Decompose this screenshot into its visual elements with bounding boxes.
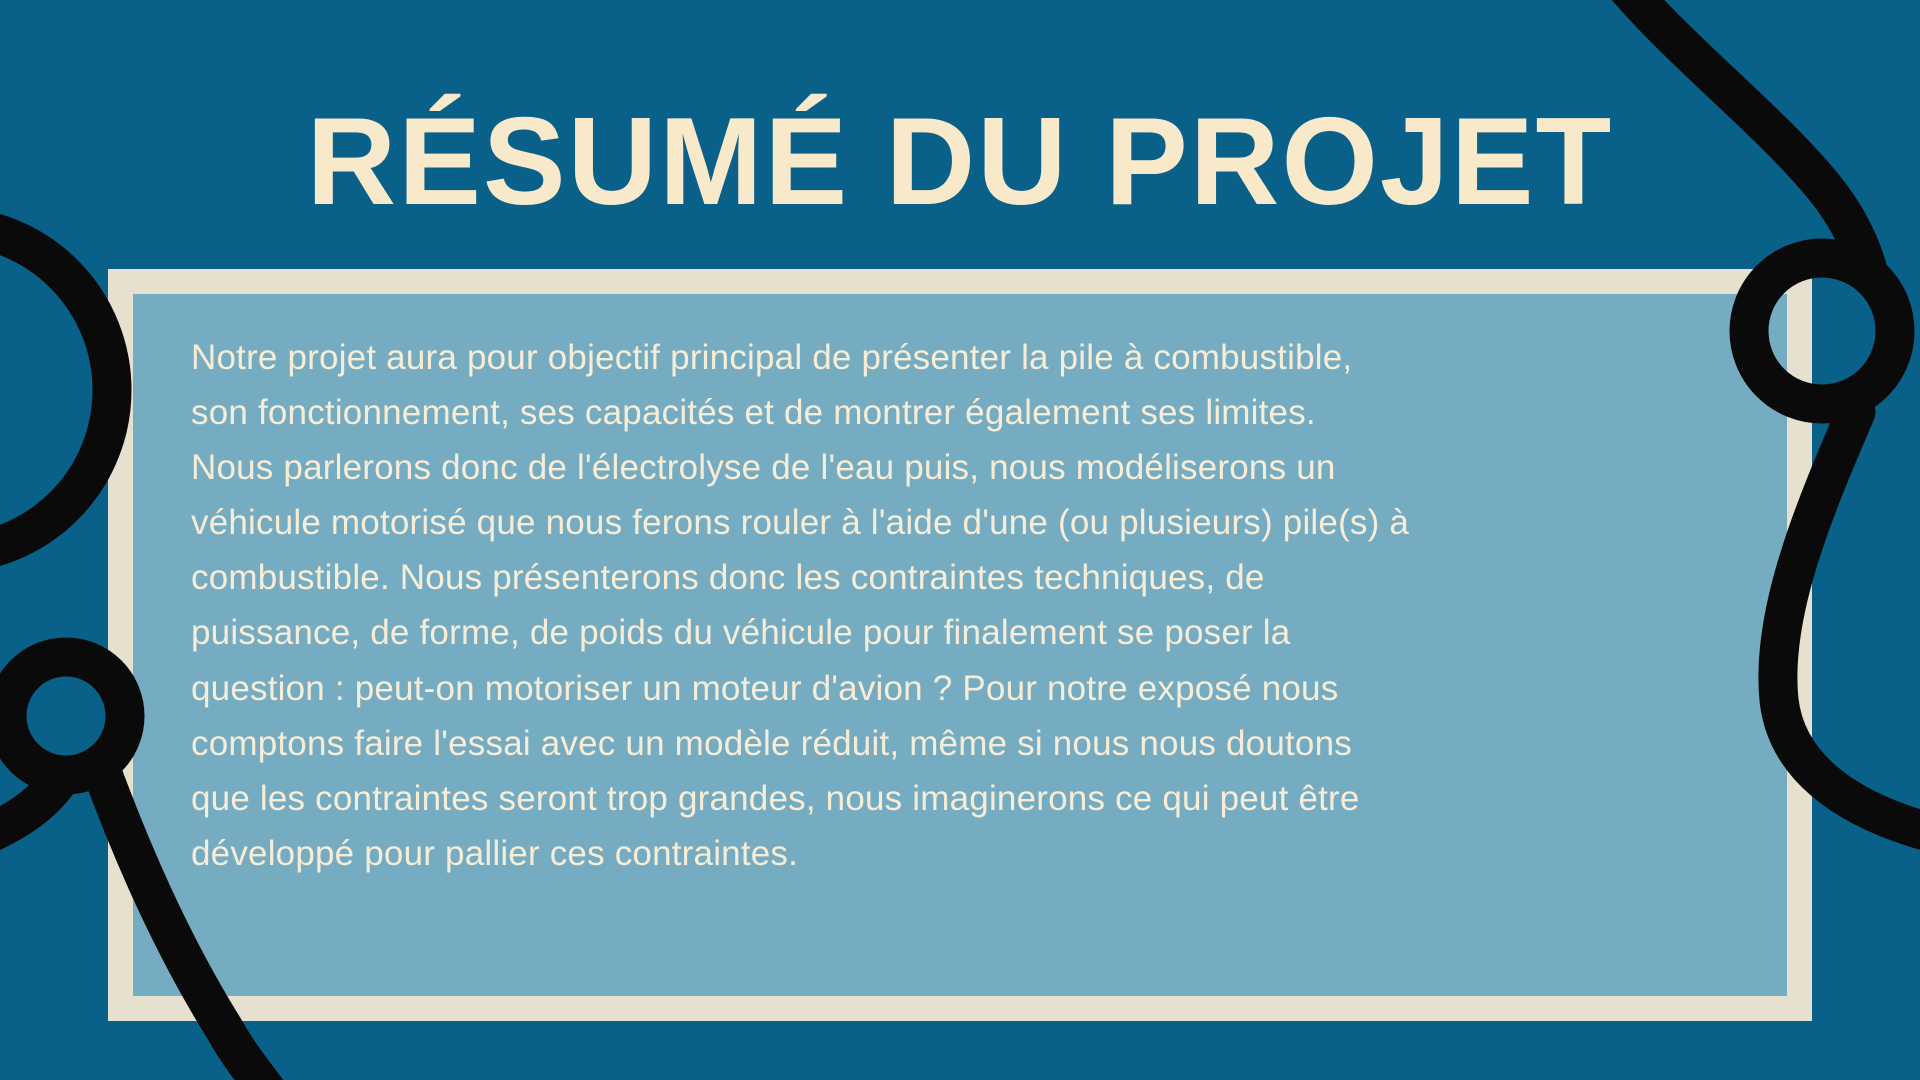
body-text-line: question : peut-on motoriser un moteur d'avion ? Pour notre exposé nous bbox=[191, 668, 1339, 708]
squiggle-left-arc-icon bbox=[0, 226, 112, 554]
body-text-line: Nous parlerons donc de l'électrolyse de l'eau puis, nous modéliserons un bbox=[191, 448, 1336, 488]
squiggle-bottom-left-leadin-icon bbox=[0, 776, 62, 836]
body-text-line: Notre projet aura pour objectif principal de présenter la pile à combustible, bbox=[191, 338, 1353, 377]
body-text-line: comptons faire l'essai avec un modèle réduit, même si nous nous doutons bbox=[191, 723, 1352, 763]
body-text-line: combustible. Nous présenterons donc les contraintes techniques, de bbox=[191, 558, 1265, 598]
body-text-line: puissance, de forme, de poids du véhicule pour finalement se poser la bbox=[191, 613, 1291, 653]
body-text bbox=[191, 330, 1409, 881]
body-text-line: développé pour pallier ces contraintes. bbox=[191, 833, 799, 873]
body-text-line: que les contraintes seront trop grandes, nous imaginerons ce qui peut être bbox=[191, 778, 1360, 818]
body-text-line: véhicule motorisé que nous ferons rouler à l'aide d'une (ou plusieurs) pile(s) à bbox=[191, 503, 1410, 543]
page-title: RÉSUMÉ DU PROJET bbox=[306, 93, 1614, 231]
body-text-line: son fonctionnement, ses capacités et de montrer également ses limites. bbox=[191, 393, 1316, 433]
